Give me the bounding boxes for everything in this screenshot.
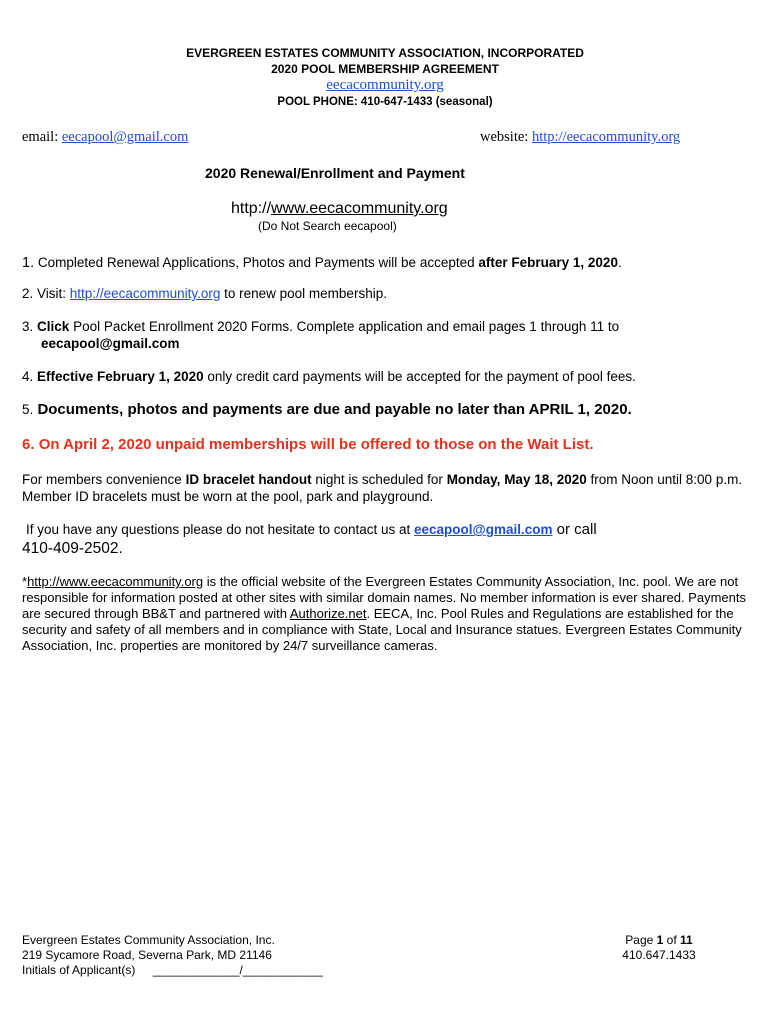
website-link[interactable]: http://eecacommunity.org — [531, 129, 681, 145]
questions-phone: 410-409-2502. — [22, 540, 123, 557]
email-label: email: — [22, 129, 59, 145]
questions-line — [26, 521, 746, 538]
disclaimer-post: . EECA, Inc. Pool Rules and Regulations are established for the security and safety of all members and in compliance with State, Local and Insurance statues. Evergreen Estates Community Association, Inc. properties are monitored by 24/7 surveillance cameras. — [22, 606, 742, 653]
item-4-number: 4. — [22, 369, 34, 384]
item-6-text: On April 2, 2020 unpaid memberships will be offered to those on the Wait List. — [38, 436, 594, 453]
main-url-prefix: http:// — [231, 200, 272, 217]
footer-address: 219 Sycamore Road, Severna Park, MD 21146 — [22, 948, 272, 962]
bracelet-event: ID bracelet handout — [185, 472, 312, 487]
email-link[interactable]: eecapool@gmail.com — [61, 129, 189, 145]
item-2 — [22, 285, 742, 303]
main-url — [231, 200, 448, 218]
main-url-note: (Do Not Search eecapool) — [258, 219, 397, 233]
item-4-date: Effective February 1, 2020 — [37, 369, 204, 384]
bracelet-mid: night is scheduled for — [311, 472, 447, 487]
item-5 — [22, 401, 742, 419]
item-3-text: Pool Packet Enrollment 2020 Forms. Complete application and email pages 1 through 11 to — [69, 319, 620, 334]
header-agreement-title: 2020 POOL MEMBERSHIP AGREEMENT — [271, 62, 499, 76]
header-site-wrap — [0, 77, 770, 94]
section-title: 2020 Renewal/Enrollment and Payment — [205, 165, 465, 181]
bracelet-pre: For members convenience — [22, 472, 186, 487]
item-3-email: eecapool@gmail.com — [41, 336, 180, 351]
item-2-text: to renew pool membership. — [220, 286, 387, 301]
disclaimer-paragraph — [22, 574, 747, 654]
footer-page-number — [596, 933, 722, 948]
disclaimer-star: * — [22, 574, 28, 589]
footer-initials-label: Initials of Applicant(s) — [22, 963, 136, 977]
footer-initials — [22, 963, 323, 978]
header-org-name: EVERGREEN ESTATES COMMUNITY ASSOCIATION, INCORPORATED — [186, 46, 584, 60]
footer-right — [596, 933, 722, 963]
item-1-date: after February 1, 2020 — [478, 255, 618, 270]
footer-page-label: Page — [625, 933, 657, 947]
questions-email-link[interactable]: eecapool@gmail.com — [414, 522, 553, 537]
footer-left — [22, 933, 323, 978]
footer-page-total: 11 — [680, 933, 693, 947]
item-6 — [22, 436, 742, 454]
header-pool-phone: POOL PHONE: 410-647-1433 (seasonal) — [277, 96, 493, 108]
website-row — [480, 129, 680, 146]
item-6-number: 6. — [22, 436, 35, 453]
disclaimer-site-link[interactable]: http://www.eecacommunity.org — [27, 574, 204, 589]
footer-initials-line: _____________/____________ — [152, 963, 323, 977]
disclaimer-mid: is the official website of the Evergreen Estates Community Association, Inc. pool. We are not responsible for information posted at other sites with similar domain names. No member information is ever shared. Payments are secured through BB&T and partnered with — [22, 574, 746, 621]
item-2-number: 2. — [22, 286, 34, 301]
footer-phone: 410.647.1433 — [622, 948, 696, 962]
item-2-pre: Visit: — [37, 286, 70, 301]
item-5-number: 5. — [22, 402, 34, 417]
item-3-number: 3. — [22, 319, 34, 334]
header-site-link[interactable]: eecacommunity.org — [326, 77, 444, 93]
item-1-number: 1. — [22, 255, 35, 271]
bracelet-paragraph — [22, 471, 747, 505]
item-3-click: Click — [37, 319, 70, 334]
item-3 — [22, 318, 742, 336]
item-4-text: only credit card payments will be accepted for the payment of pool fees. — [203, 369, 636, 384]
disclaimer-authorize-link[interactable]: Authorize.net — [289, 606, 367, 621]
item-5-text: Documents, photos and payments are due and payable no later than APRIL 1, 2020. — [37, 401, 632, 418]
questions-post: or call — [552, 521, 597, 538]
item-1 — [22, 254, 742, 272]
bracelet-date: Monday, May 18, 2020 — [446, 472, 587, 487]
item-2-link[interactable]: http://eecacommunity.org — [69, 286, 221, 301]
item-1-end: . — [617, 255, 622, 270]
footer-org: Evergreen Estates Community Association, Inc. — [22, 933, 275, 947]
email-row — [22, 129, 188, 146]
item-4 — [22, 368, 742, 386]
website-label: website: — [480, 129, 529, 145]
footer-page-of: of — [663, 933, 681, 947]
main-url-link[interactable]: www.eecacommunity.org — [271, 200, 448, 217]
footer-page-current: 1 — [656, 933, 664, 947]
questions-pre: If you have any questions please do not hesitate to contact us at — [26, 522, 415, 537]
bracelet-post: from Noon until 8:00 p.m. Member ID bracelets must be worn at the pool, park and playground. — [22, 472, 743, 504]
item-1-text: Completed Renewal Applications, Photos and Payments will be accepted — [37, 255, 479, 270]
